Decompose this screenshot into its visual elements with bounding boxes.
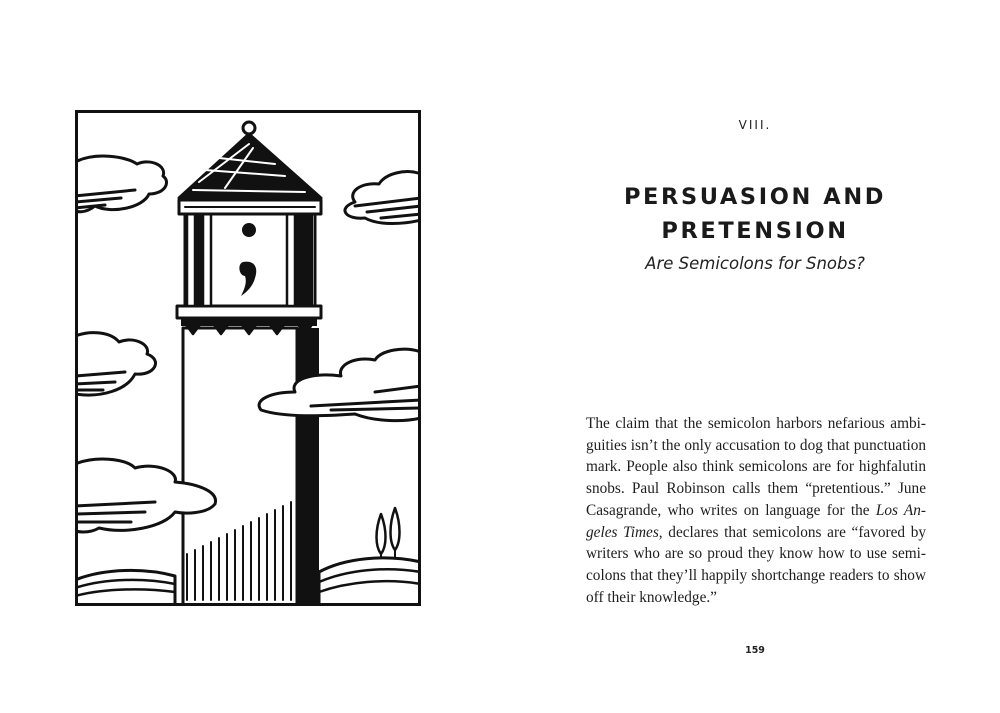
body-line: writers who are so proud they know how to use semi- <box>586 545 926 563</box>
body-paragraph <box>586 413 926 608</box>
chapter-number: VIII. <box>738 118 772 132</box>
chapter-title <box>590 180 920 248</box>
body-line: off their knowledge.” <box>586 588 717 606</box>
chapter-title-line-2: PRETENSION <box>661 218 849 244</box>
chapter-subtitle: Are Semicolons for Snobs? <box>645 254 865 273</box>
chapter-title-line-1: PERSUASION AND <box>623 184 887 210</box>
body-line: snobs. Paul Robinson calls them “pretentious.” June <box>586 480 926 498</box>
body-line: geles Times, declares that semicolons are “favored by <box>586 523 926 541</box>
body-line: Casagrande, who writes on language for the Los An- <box>586 501 926 519</box>
body-line: guities isn’t the only accusation to dog that punctuation <box>586 436 926 454</box>
page-number: 159 <box>745 645 765 656</box>
lighthouse-semicolon-icon <box>75 110 421 606</box>
body-line: colons that they’ll happily shortchange readers to show <box>586 566 926 584</box>
lighthouse-illustration <box>75 110 421 606</box>
body-line: mark. People also think semicolons are for highfalutin <box>586 458 926 476</box>
body-line: The claim that the semicolon harbors nefarious ambi- <box>586 415 926 432</box>
